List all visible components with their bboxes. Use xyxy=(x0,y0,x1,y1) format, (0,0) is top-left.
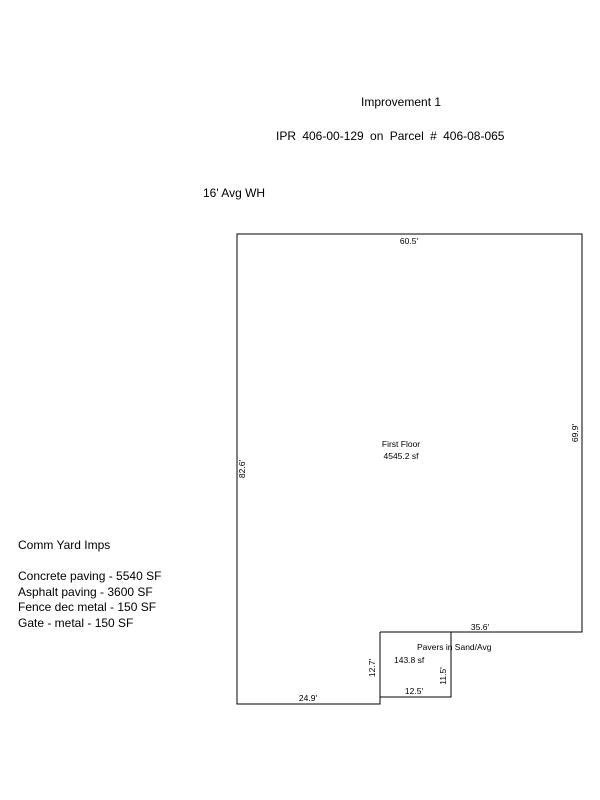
improvement-title: Improvement 1 xyxy=(361,95,442,109)
pavers-area: 143.8 sf xyxy=(394,655,425,665)
dim-pavers-right: 11.5' xyxy=(438,667,448,685)
dim-left: 82.6' xyxy=(237,459,247,479)
wall-height-note: 16' Avg WH xyxy=(203,186,266,200)
first-floor-outline xyxy=(237,234,582,704)
yard-imp-item: Fence dec metal - 150 SF xyxy=(18,600,157,614)
first-floor-area: 4545.2 sf xyxy=(383,451,419,461)
dim-step-top: 35.6' xyxy=(470,622,490,632)
pavers-label: Pavers in Sand/Avg xyxy=(417,642,492,652)
yard-imps-heading: Comm Yard Imps xyxy=(18,538,111,552)
dim-top: 60.5' xyxy=(399,236,419,246)
dim-right: 69.9' xyxy=(570,423,580,443)
yard-imp-item: Asphalt paving - 3600 SF xyxy=(18,584,153,599)
dim-pavers-left: 12.7' xyxy=(367,658,377,678)
yard-imp-item: Gate - metal - 150 SF xyxy=(18,615,134,630)
dim-bottom-left: 24.9' xyxy=(298,693,318,703)
yard-imps-notes xyxy=(18,538,161,631)
parcel-subtitle: IPR 406-00-129 on Parcel # 406-08-065 xyxy=(276,129,505,143)
dim-pavers-bottom: 12.5' xyxy=(404,686,424,696)
first-floor-label: First Floor xyxy=(381,439,421,449)
yard-imp-item: Concrete paving - 5540 SF xyxy=(18,569,162,583)
